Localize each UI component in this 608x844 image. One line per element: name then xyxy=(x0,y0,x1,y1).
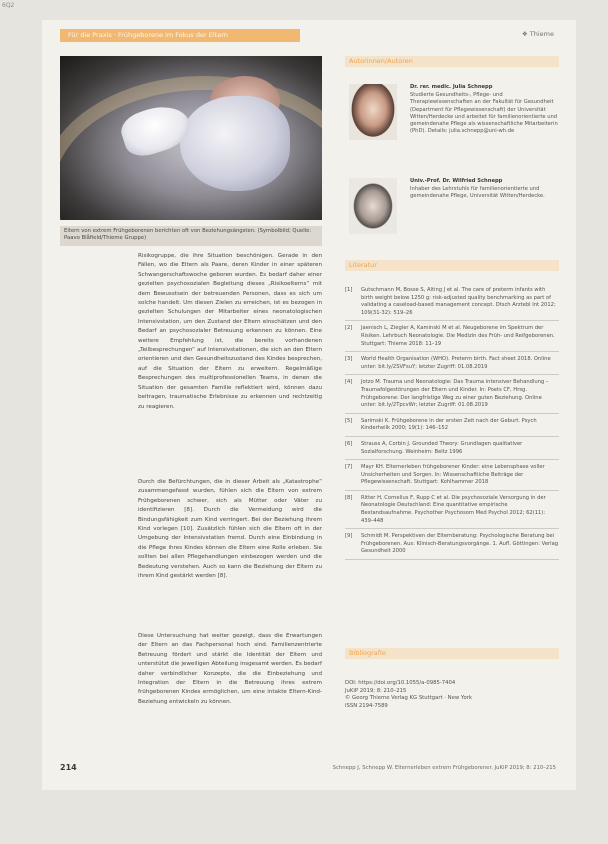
footer-source: Schnepp J, Schnepp W. Elternerleben extrem Frühgeborener. JuKiP 2019; 8: 210–215 xyxy=(332,765,556,771)
journal-logo xyxy=(522,30,554,38)
author-1 xyxy=(410,84,560,135)
list-item: [3] World Health Organisation (WHO). Preterm birth. Fact sheet 2018. Online unter: bit.ly/2SVFsuY; letzter Zugriff: 01.08.2019 xyxy=(345,356,559,375)
blanket xyxy=(180,96,290,191)
bibliography xyxy=(345,680,559,710)
list-item: [9] Schmidt M. Perspektiven der Elternberatung: Psychologische Beratung bei Frühgeborenen. Aus: Klinisch-Beratungsvorgänge. 1. Aufl. Göttingen: Verlag Gesundheit 2000 xyxy=(345,533,559,560)
body-paragraph-3: Diese Untersuchung hat weiter gezeigt, dass die Erwartungen der Eltern an das Fachpersonal hoch sind. Familienzentrierte Betreuung fördert und stärkt die Identität der Eltern und unterstützt die jeweiligen Abteilung insgesamt werden. Es bedarf daher verbindlicher Konzepte, die die Einbeziehung und Integration der Eltern in die Betreuung ihres extrem frühgeborenen Kindes ermöglichen, um eine intakte Eltern-Kind-Beziehung entwickeln zu können. xyxy=(138,633,322,705)
list-item: [4] Jotzo M. Trauma und Neonatologie: Das Trauma intensiver Behandlung – Traumafolgestörungen der Eltern und Kinder. In: Poets CF, Hrsg. Frühgeborene: Der langfristige Weg zu einer guten Beziehung. Online unter: bit.ly/2TpcvWr; letzter Zugriff: 01.08.2019 xyxy=(345,379,559,413)
author-bio: Studierte Gesundheits-, Pflege- und Therapiewissenschaften an der Fakultät für Gesundheit (Department für Pflegewissenschaft) der Universität Witten/Herdecke und arbeitet für familienorientierte und gemeindenahe Pflege als wissenschaftliche Mitarbeiterin (PhD). Details: julia.schnepp@uni-wh.de xyxy=(410,92,558,135)
list-item: [7] Mayr KH. Elternerleben frühgeborener Kinder: eine Lebensphase voller Unsicherheiten und Sorgen. In: Wissenschaftliche Beiträge der Pflegewissenschaft. Stuttgart: Kohlhammer 2018 xyxy=(345,464,559,491)
list-item: [1] Gutschmann M, Bosse S, Alting J et al. The care of preterm infants with birth weight below 1250 g: risk-adjusted quality benchmarking as part of validating a caseload-based management concept. Dtsch Arztebl Int 2012; 109(31-32): 519–26 xyxy=(345,287,559,321)
copyright: © Georg Thieme Verlag KG Stuttgart · New York xyxy=(345,695,472,702)
author-name: Dr. rer. medic. Julia Schnepp xyxy=(410,84,493,90)
author-photo-julia xyxy=(349,84,397,140)
list-item: [2] Jaenisch L, Ziegler A, Kaminski M et al. Neugeborene im Spektrum der Risiken. Lehrbuch Neonatologie. Die Medizin des Früh- und Reifgeborenen. Stuttgart: Thieme 2018: 11–19 xyxy=(345,325,559,352)
thieme-logo-icon: ❖ xyxy=(521,30,530,38)
list-item: [6] Strauss A, Corbin J. Grounded Theory: Grundlagen qualitativer Sozialforschung. Weinheim: Beltz 1996 xyxy=(345,441,559,460)
figure-photo xyxy=(60,56,322,220)
journal-name: Thieme xyxy=(529,30,554,38)
citation: JuKiP 2019; 8: 210–215 xyxy=(345,687,407,694)
literature-heading: Literatur xyxy=(345,260,559,271)
author-name: Univ.-Prof. Dr. Wilfried Schnepp xyxy=(410,178,503,184)
document-page xyxy=(42,20,576,790)
body-paragraph-2: Durch die Befürchtungen, die in dieser Arbeit als „Katastrophe“ zusammengefasst wurden, fühlen sich die Eltern von extrem Frühgeborenen schwer, sich als Mütter oder Väter zu identifizieren [8]. Durch die Vermeidung wird die Bindungsfähigkeit zum Kind verringert. Bei der Beziehung ihrem Kind vorlegen [10]. Zusätzlich fühlen sich die Eltern oft in der Umgebung der Intensivstation fremd. Durch eine Einbindung in die Pflege ihres Kindes können die Eltern eine Rolle erleben. Sie sollten bei allen Pflegehandlungen einbezogen werden und die Bedeutung verstehen. Auch so kann die Beziehung der Eltern zu ihrem Kind gestärkt werden [8]. xyxy=(138,479,322,580)
scan-mark: 6Q2 xyxy=(2,2,15,9)
section-label: Für die Praxis · Frühgeborene im Fokus der Eltern xyxy=(60,29,300,42)
page-number: 214 xyxy=(60,763,77,772)
biblio-heading: Bibliografie xyxy=(345,648,559,659)
author-2 xyxy=(410,178,560,201)
body-paragraph-1: Risikogruppe, die ihre Situation beschönigen. Gerade in den Fällen, wo die Eltern als Paare, deren Kinder in einer späteren Schwangerschaftswoche geboren wurden. Es bedarf daher einer gezielten psychosozialen Begleitung dieses „Risikoelterns“ mit dem Bewusstsein der betreuenden Personen, dass es sich um solche handelt. Um diesen Zielen zu erreichen, ist es bezogen in gezielten Schulungen der Mitarbeiter eines neonatologischen Intensivstation, um den Zustand der Eltern einschätzen und den Bedarf an psychosozialer Betreuung erkennen zu können. Eine weitere Empfehlung ist, die bereits vorhandenen „Teilbesprechungen“ auf Intensivstationen, die sich an den Eltern orientieren und den Gesundheitszustand des Kindes besprechen, auf die Situation der Eltern zu erweitern. Regelmäßige Besprechungen des multiprofessionellen Teams, in denen die Situation der gesamten Familie reflektiert wird, können dazu beitragen, traumatische Erlebnisse zu erkennen und rechtzeitig zu reagieren. xyxy=(138,253,322,410)
figure-caption: Eltern von extrem Frühgeborenen berichten oft von Beziehungsängsten. (Symbolbild; Quelle: Paavo Blåfield/Thieme Gruppe) xyxy=(60,226,322,246)
issn: ISSN 2194-7589 xyxy=(345,702,388,709)
doi-link[interactable]: DOI: https://doi.org/10.1055/a-0985-7404 xyxy=(345,680,456,686)
list-item: [5] Sarimski K. Frühgeborene in der ersten Zeit nach der Geburt. Psych Kinderheilk 2000; 19(1): 146–152 xyxy=(345,418,559,437)
authors-heading: Autorinnen/Autoren xyxy=(345,56,559,67)
list-item: [8] Ritter H, Cornelius F, Rupp C et al. Die psychosoziale Versorgung in der Neonatologie Deutschland: Eine quantitative empirische Bestandsaufnahme. Psychother Psychosom Med Psychol 2012; 62(11): 439–448 xyxy=(345,495,559,529)
author-photo-wilfried xyxy=(349,178,397,234)
literature-list xyxy=(345,287,559,564)
author-bio: Inhaber des Lehrstuhls für familienorientierte und gemeindenahe Pflege, Universität Witten/Herdecke. xyxy=(410,186,545,200)
